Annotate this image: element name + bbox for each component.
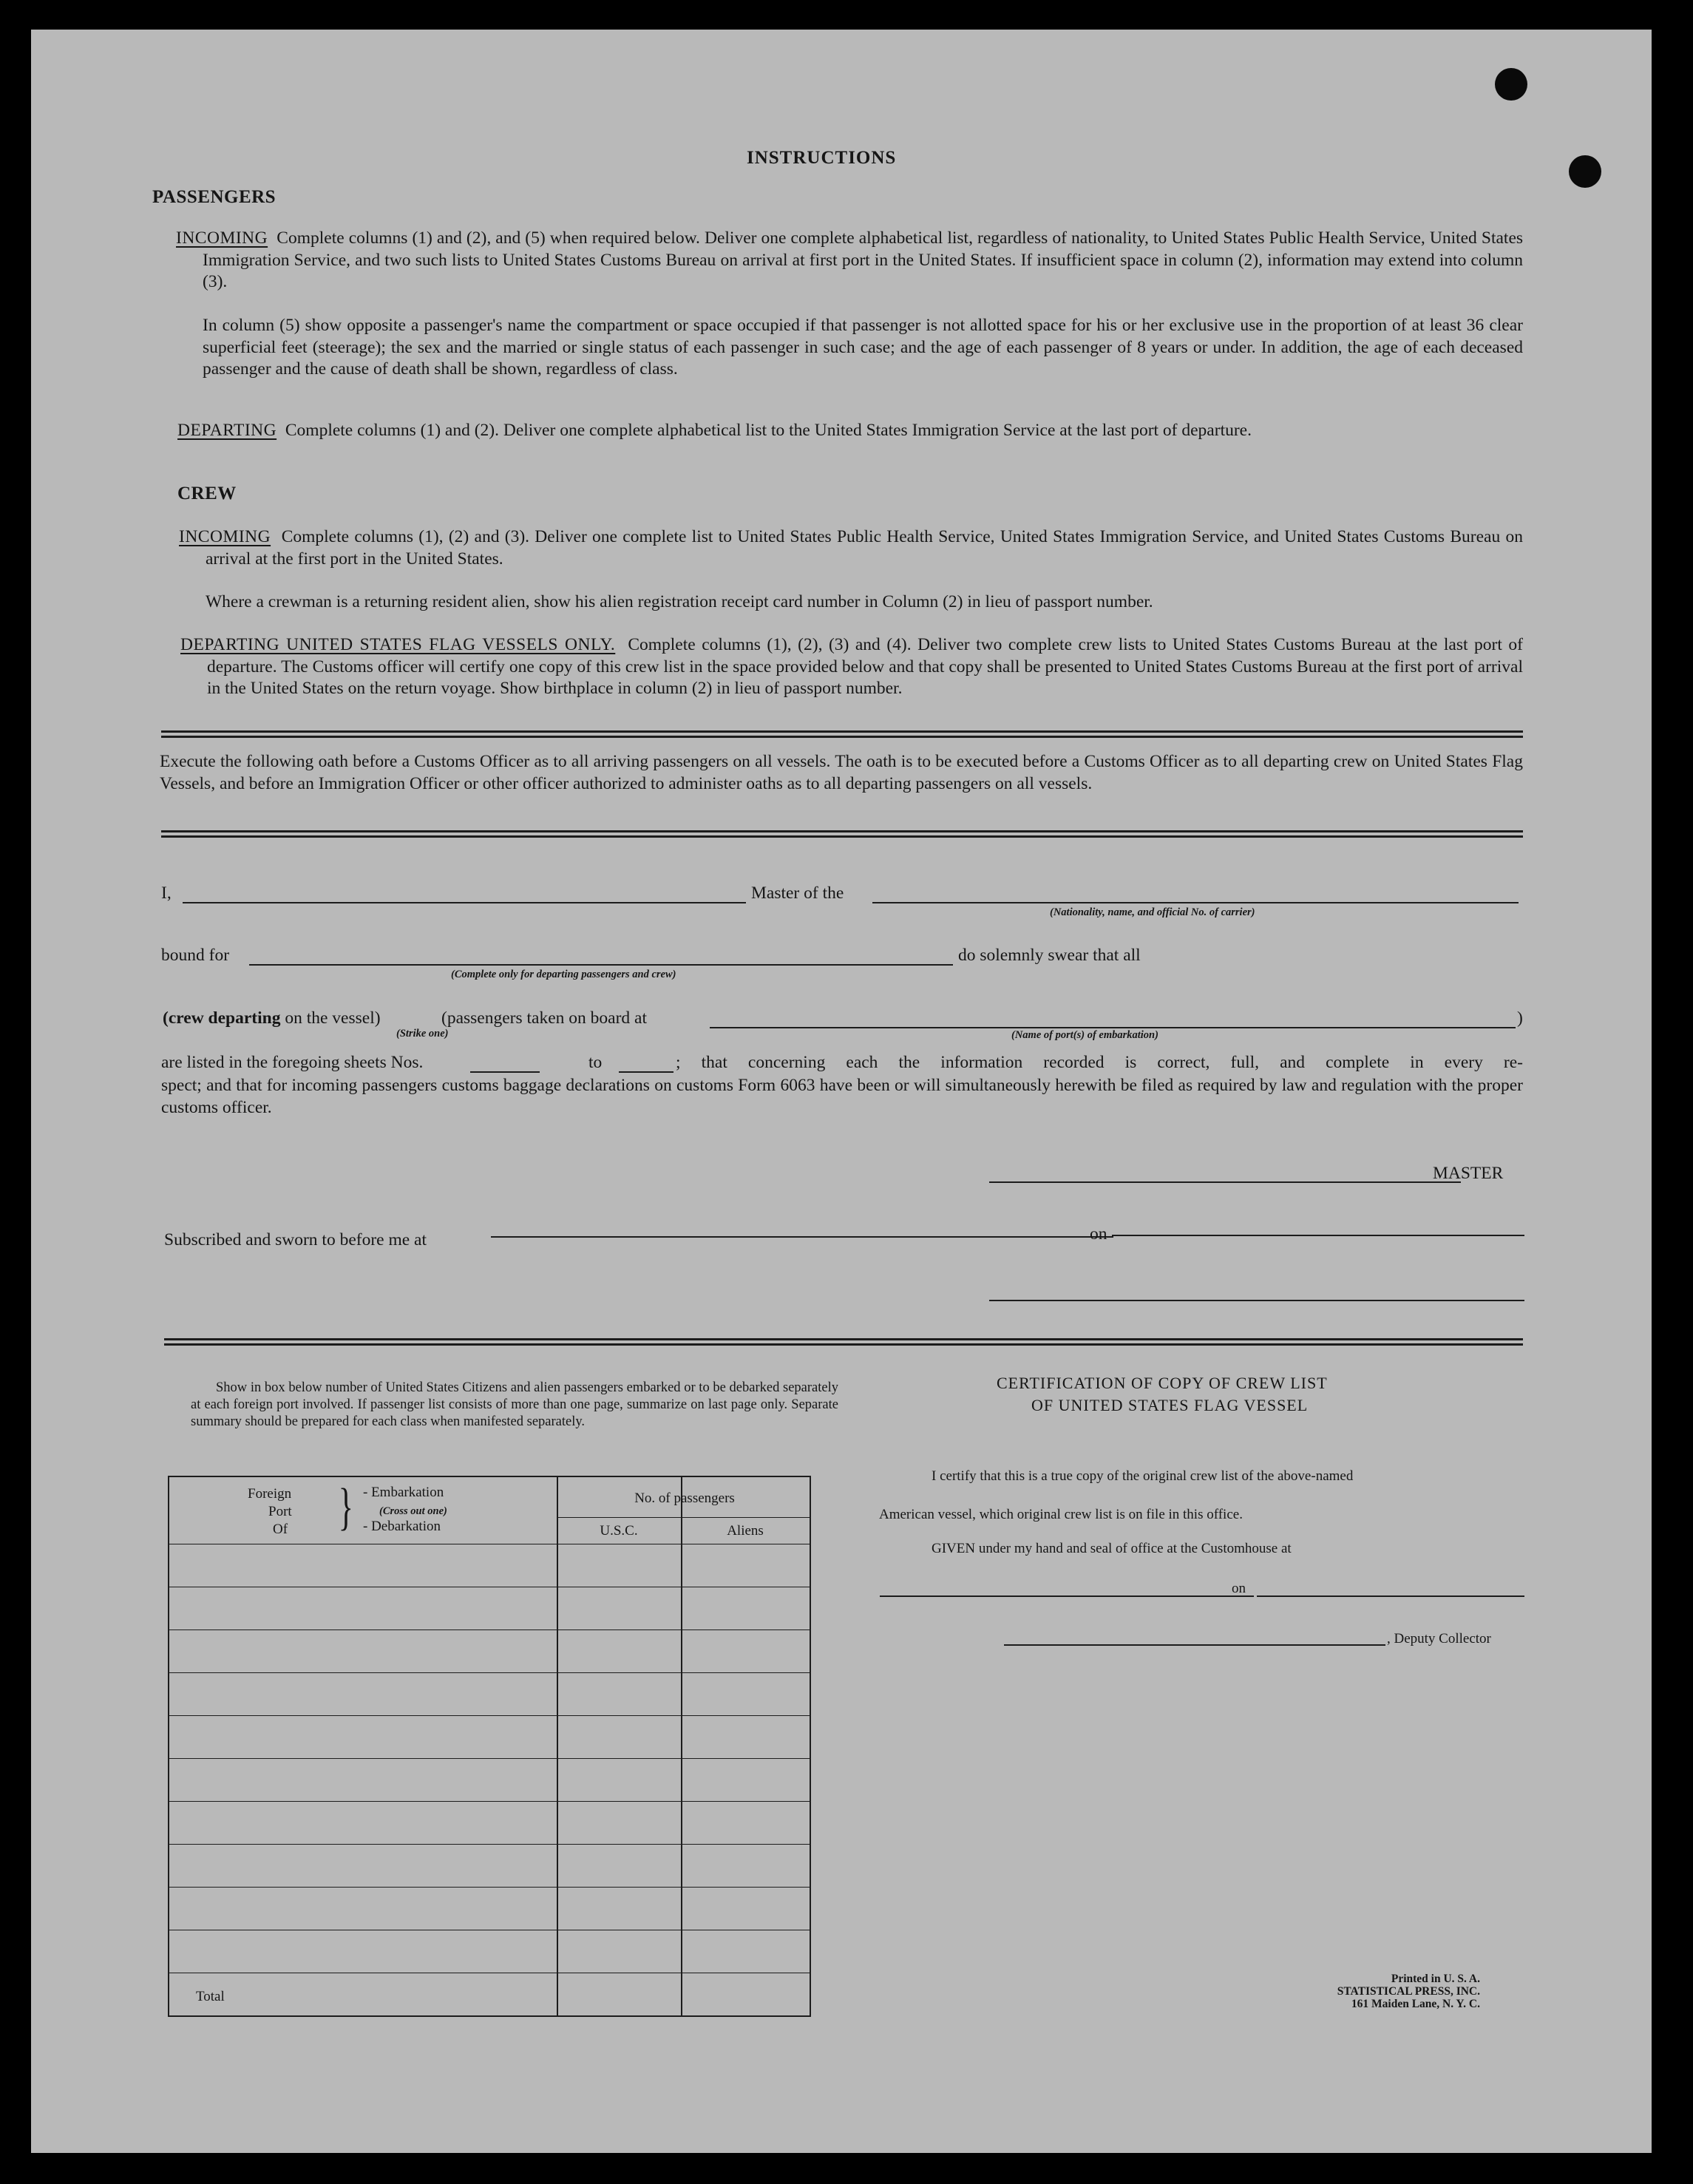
crew-resident-paragraph: Where a crewman is a returning resident alien, show his alien registration receipt card number in Column (2) in lieu of passport number. (206, 592, 1153, 611)
summary-instructions: Show in box below number of United States Citizens and alien passengers embarked or to be debarked separately at each foreign port involved. If passenger list consists of more than one page, summarize on last page only. Separate summary should be prepared for each class when manifested separately. (191, 1380, 838, 1429)
certify-line3: GIVEN under my hand and seal of office at the Customhouse at (932, 1541, 1292, 1556)
oath-intro-paragraph: Execute the following oath before a Customs Officer as to all arriving passengers on all vessels. The oath is to be executed before a Customs Officer as to all departing crew on United States Flag Vessels, and before an Immigration Officer or other officer authorized to administer oaths as to all departing passengers on all vessels. (160, 752, 1523, 793)
crew-departing-option (163, 1008, 381, 1028)
cross-out-note: (Cross out one) (379, 1505, 447, 1517)
sheets-suffix: ; that concerning each the information recorded is correct, full, and complete in every re- (676, 1053, 1523, 1072)
passengers-heading: PASSENGERS (152, 187, 276, 207)
printer-line2: STATISTICAL PRESS, INC. (1337, 1985, 1480, 1998)
oath-i-label: I, (161, 884, 172, 903)
bound-for-note: (Complete only for departing passengers and crew) (451, 969, 676, 980)
section-divider-2b (161, 835, 1523, 838)
section-divider-2 (161, 830, 1523, 832)
punch-hole-side (1569, 155, 1601, 188)
brace-icon: } (338, 1479, 353, 1536)
passengers-incoming-text: Complete columns (1) and (2), and (5) when required below. Deliver one complete alphabetical list, regardless of nationality, to United States Public Health Service, United States Immigration Service, and two such lists to United States Customs Bureau on arrival at first port in the United States. If insufficient space in column (2), information may extend into column (3). (203, 228, 1524, 291)
master-name-field[interactable] (183, 902, 746, 903)
no-passengers-header: No. of passengers (634, 1491, 735, 1506)
strike-note: (Strike one) (396, 1028, 449, 1040)
passengers-taken-label: (passengers taken on board at (441, 1008, 647, 1028)
master-signature-field[interactable] (989, 1181, 1461, 1183)
sworn-place-field[interactable] (491, 1236, 1113, 1238)
certify-line1: I certify that this is a true copy of the original crew list of the above-named (932, 1468, 1354, 1484)
section-divider-3 (164, 1338, 1523, 1340)
table-col-divider-2 (681, 1477, 682, 2015)
debarkation-label: - Debarkation (363, 1519, 441, 1534)
printer-line3: 161 Maiden Lane, N. Y. C. (1351, 1998, 1480, 2010)
deputy-signature-field[interactable] (1004, 1644, 1385, 1646)
crew-incoming-paragraph (179, 526, 1523, 570)
foreign-port-line3: Of (273, 1522, 288, 1537)
certify-date-field[interactable] (1257, 1595, 1524, 1597)
foreign-port-line2: Port (268, 1504, 292, 1519)
table-row (169, 1801, 810, 1802)
deputy-collector-label: , Deputy Collector (1387, 1631, 1491, 1647)
crew-departing-paragraph (180, 634, 1523, 700)
crew-heading: CREW (177, 484, 237, 503)
passenger-summary-table (168, 1476, 811, 2017)
subscribed-label: Subscribed and sworn to before me at (164, 1230, 427, 1249)
table-col-divider-1 (557, 1477, 558, 2015)
on-vessel-text: on the vessel) (285, 1008, 381, 1028)
sworn-on-label: on (1090, 1224, 1107, 1244)
section-divider-3b (164, 1343, 1523, 1346)
crew-departing-text: Complete columns (1), (2), (3) and (4). Deliver two complete crew lists to United States Customs Bureau at the last port of departure. The Customs officer will certify one copy of this crew list in the space provided below and that copy shall be presented to United States Customs Bureau at the first port of arrival in the United States on the return voyage. Show birthplace in column (2) in lieu of passport number. (207, 635, 1524, 698)
customhouse-field[interactable] (880, 1595, 1254, 1597)
master-of-label: Master of the (751, 884, 844, 903)
instructions-title: INSTRUCTIONS (747, 148, 897, 168)
passengers-departing-text: Complete columns (1) and (2). Deliver one complete alphabetical list to the United States Immigration Service at the last port of departure. (285, 421, 1252, 440)
sheets-to-label: to (588, 1053, 603, 1072)
usc-header: U.S.C. (600, 1523, 638, 1539)
embarkation-label: - Embarkation (363, 1485, 444, 1500)
table-row (169, 1629, 810, 1630)
crew-incoming-text: Complete columns (1), (2) and (3). Deliver one complete list to United States Public Health Service, United States Immigration Service, and United States Customs Bureau on arrival at the first port in the United States. (206, 527, 1523, 569)
certification-heading-line2: OF UNITED STATES FLAG VESSEL (1031, 1396, 1309, 1414)
crew-departing-label: DEPARTING UNITED STATES FLAG VESSELS ONLY. (180, 635, 616, 654)
sheets-prefix: are listed in the foregoing sheets Nos. (161, 1053, 424, 1072)
section-divider-1 (161, 730, 1523, 733)
passengers-departing-label: DEPARTING (177, 421, 277, 440)
sheets-to-field[interactable] (619, 1071, 674, 1073)
printer-line1: Printed in U. S. A. (1391, 1973, 1480, 1985)
punch-hole-top (1495, 68, 1527, 101)
table-row (169, 1887, 810, 1888)
form-page (31, 30, 1652, 2153)
oath-body: spect; and that for incoming passengers customs baggage declarations on customs Form 6063 have been or will simultaneously herewith be filed as required by law and regulation with the proper customs officer. (161, 1076, 1523, 1117)
table-row (169, 1672, 810, 1673)
sworn-date-field[interactable] (1112, 1235, 1524, 1236)
embarkation-ports-field[interactable] (710, 1027, 1516, 1028)
column5-paragraph: In column (5) show opposite a passenger's name the compartment or space occupied if that passenger is not allotted space for his or her exclusive use in the proportion of at least 36 clear superficial feet (steerage); the sex and the married or single status of each passenger in such case; and the age of each passenger of 8 years or under. In addition, the age of each deceased passenger and the cause of death shall be shown, regardless of class. (203, 316, 1523, 379)
table-row (169, 1758, 810, 1759)
bound-for-label: bound for (161, 946, 230, 965)
certification-heading-line1: CERTIFICATION OF COPY OF CREW LIST (997, 1374, 1328, 1392)
master-label: MASTER (1433, 1164, 1504, 1183)
certify-on-label: on (1232, 1581, 1246, 1596)
passengers-incoming-paragraph (176, 228, 1523, 294)
crew-incoming-label: INCOMING (179, 527, 271, 546)
passengers-incoming-label: INCOMING (176, 228, 268, 248)
close-paren: ) (1517, 1008, 1523, 1028)
printer-imprint (1244, 1973, 1480, 2010)
sheets-from-field[interactable] (470, 1071, 540, 1073)
ports-note: (Name of port(s) of embarkation) (1011, 1029, 1158, 1041)
carrier-field[interactable] (872, 902, 1519, 903)
total-label: Total (196, 1989, 225, 2004)
officer-signature-field[interactable] (989, 1300, 1524, 1301)
foreign-port-line1: Foreign (248, 1486, 292, 1502)
table-passengers-divider (557, 1517, 810, 1518)
table-row (169, 1844, 810, 1845)
bound-for-field[interactable] (249, 964, 953, 966)
swear-text: do solemnly swear that all (958, 946, 1141, 965)
passengers-departing-paragraph (177, 420, 1523, 442)
table-row (169, 1715, 810, 1716)
section-divider-1b (161, 736, 1523, 738)
certify-line2: American vessel, which original crew list is on file in this office. (879, 1507, 1243, 1522)
aliens-header: Aliens (727, 1523, 764, 1539)
carrier-note: (Nationality, name, and official No. of carrier) (1050, 906, 1255, 918)
crew-departing-bold: (crew departing (163, 1008, 281, 1028)
